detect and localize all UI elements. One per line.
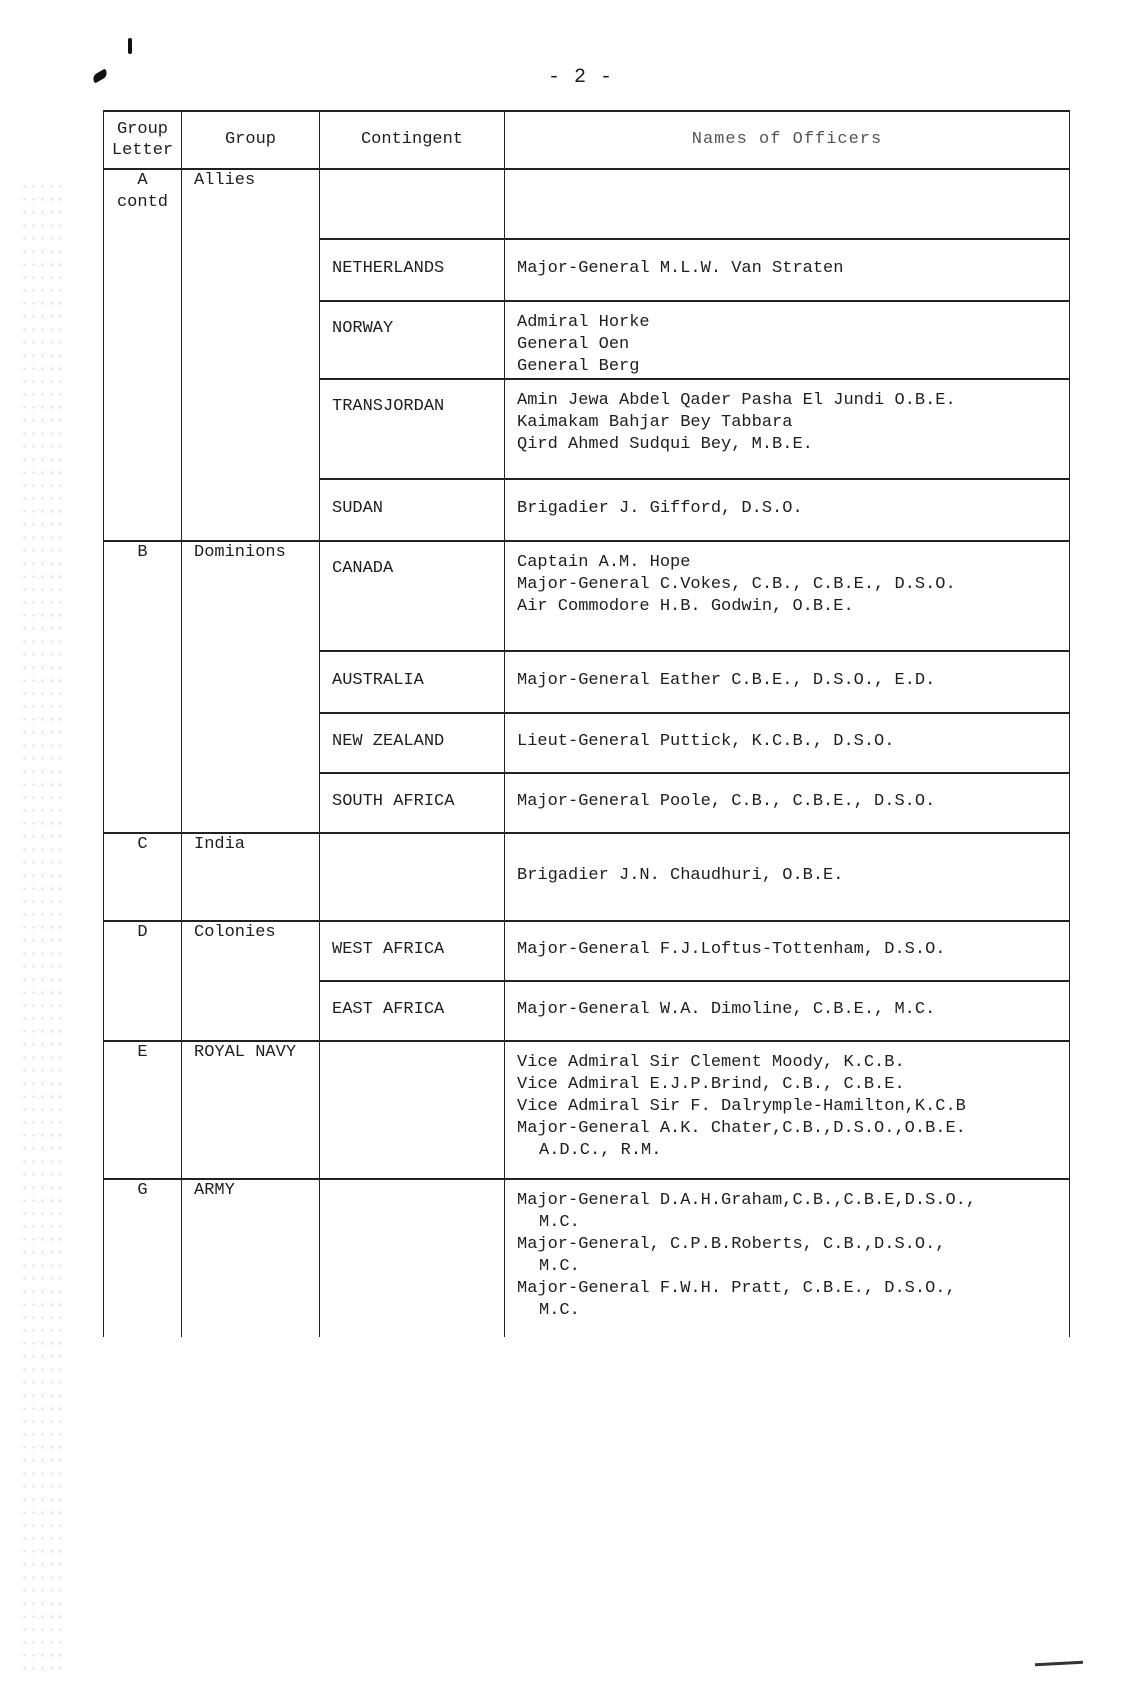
ink-mark — [128, 38, 132, 54]
contingent-name — [332, 1180, 492, 1196]
contingent-name: AUSTRALIA — [332, 671, 424, 690]
header-group-letter-text: Group Letter — [111, 120, 174, 160]
officer-name: Major-General F.W.H. Pratt, C.B.E., D.S.O., — [517, 1279, 956, 1298]
officer-name: Amin Jewa Abdel Qader Pasha El Jundi O.B.E. — [517, 391, 956, 410]
group-letter: D — [137, 923, 148, 942]
officer-names-cell — [505, 773, 1070, 833]
officer-names-cell — [505, 301, 1070, 379]
table-row — [104, 169, 1070, 239]
officer-names-cell — [505, 713, 1070, 773]
header-group: Group — [182, 111, 320, 169]
group-letter: B — [137, 543, 148, 562]
officer-names-cell — [505, 1179, 1070, 1337]
ink-mark — [91, 69, 109, 84]
table-body — [104, 169, 1070, 1337]
contingent-name: TRANSJORDAN — [332, 397, 445, 416]
group-letter-cell — [104, 541, 182, 833]
table-header-row — [104, 111, 1070, 169]
officer-name: Major-General D.A.H.Graham,C.B.,C.B.E,D.S.O., — [517, 1191, 977, 1210]
officer-name: Major-General Poole, C.B., C.B.E., D.S.O. — [517, 792, 936, 811]
group-name: ROYAL NAVY — [194, 1043, 297, 1062]
group-name-cell — [182, 169, 320, 541]
group-letter: A contd — [116, 171, 168, 212]
contingent-cell — [320, 833, 505, 921]
officer-name: Major-General M.L.W. Van Straten — [517, 259, 844, 278]
group-name-cell — [182, 1179, 320, 1337]
contingent-name — [332, 1042, 492, 1058]
table-row — [104, 541, 1070, 651]
officer-names-cell — [505, 169, 1070, 239]
officer-name: General Oen — [517, 335, 630, 354]
officer-name: M.C. — [539, 1257, 580, 1276]
contingent-cell — [320, 773, 505, 833]
group-name-cell — [182, 833, 320, 921]
contingent-name: CANADA — [332, 559, 394, 578]
group-name: Allies — [194, 171, 256, 190]
group-letter-cell — [104, 1041, 182, 1179]
officer-name: A.D.C., R.M. — [539, 1141, 662, 1160]
ink-mark — [1035, 1661, 1083, 1667]
header-contingent: Contingent — [320, 111, 505, 169]
contingent-cell — [320, 239, 505, 301]
contingent-name — [332, 170, 492, 192]
contingent-name: NEW ZEALAND — [332, 732, 445, 751]
group-letter: G — [137, 1181, 148, 1200]
contingent-name: SOUTH AFRICA — [332, 792, 455, 811]
group-name-cell — [182, 541, 320, 833]
officer-names-cell — [505, 981, 1070, 1041]
officer-name: Qird Ahmed Sudqui Bey, M.B.E. — [517, 435, 813, 454]
header-group-letter — [104, 111, 182, 169]
officer-name: Major-General W.A. Dimoline, C.B.E., M.C. — [517, 1000, 936, 1019]
table-row — [104, 1179, 1070, 1337]
officer-name: Major-General, C.P.B.Roberts, C.B.,D.S.O., — [517, 1235, 946, 1254]
officer-name: Kaimakam Bahjar Bey Tabbara — [517, 413, 793, 432]
group-letter-cell — [104, 833, 182, 921]
officer-name: Brigadier J.N. Chaudhuri, O.B.E. — [517, 866, 844, 885]
group-letter-cell — [104, 1179, 182, 1337]
contingent-cell — [320, 479, 505, 541]
table-row — [104, 833, 1070, 921]
officer-names-cell — [505, 1041, 1070, 1179]
officers-table — [103, 110, 1070, 1337]
officer-name: Vice Admiral Sir F. Dalrymple-Hamilton,K.C.B — [517, 1097, 966, 1116]
officer-names-cell — [505, 239, 1070, 301]
contingent-cell — [320, 713, 505, 773]
officer-names-cell — [505, 379, 1070, 479]
contingent-cell — [320, 301, 505, 379]
scan-edge-speckle — [20, 180, 66, 1680]
officer-name: Air Commodore H.B. Godwin, O.B.E. — [517, 597, 854, 616]
group-name: India — [194, 835, 246, 854]
contingent-name: SUDAN — [332, 499, 384, 518]
contingent-name: EAST AFRICA — [332, 1000, 445, 1019]
officer-names-cell — [505, 541, 1070, 651]
group-name: Dominions — [194, 543, 286, 562]
contingent-cell — [320, 169, 505, 239]
contingent-cell — [320, 1041, 505, 1179]
contingent-cell — [320, 541, 505, 651]
table-row — [104, 921, 1070, 981]
contingent-cell — [320, 921, 505, 981]
officer-name: Vice Admiral Sir Clement Moody, K.C.B. — [517, 1053, 905, 1072]
contingent-name: NETHERLANDS — [332, 259, 445, 278]
officer-name: Major-General Eather C.B.E., D.S.O., E.D. — [517, 671, 936, 690]
contingent-name: NORWAY — [332, 319, 394, 338]
group-letter-cell — [104, 921, 182, 1041]
officer-name: M.C. — [539, 1213, 580, 1232]
officer-name: Captain A.M. Hope — [517, 553, 691, 572]
contingent-name — [332, 834, 492, 865]
group-name-cell — [182, 1041, 320, 1179]
contingent-cell — [320, 379, 505, 479]
group-name: Colonies — [194, 923, 276, 942]
table-row — [104, 1041, 1070, 1179]
officer-name: Lieut-General Puttick, K.C.B., D.S.O. — [517, 732, 895, 751]
contingent-cell — [320, 1179, 505, 1337]
group-name-cell — [182, 921, 320, 1041]
contingent-cell — [320, 651, 505, 713]
officer-names-cell — [505, 921, 1070, 981]
contingent-name: WEST AFRICA — [332, 940, 445, 959]
group-letter: C — [137, 835, 148, 854]
officer-names-cell — [505, 833, 1070, 921]
contingent-cell — [320, 981, 505, 1041]
group-letter-cell — [104, 169, 182, 541]
header-names-of-officers: Names of Officers — [505, 111, 1070, 169]
page-number: - 2 - — [548, 66, 614, 89]
officer-name: General Berg — [517, 357, 640, 376]
officer-name: Vice Admiral E.J.P.Brind, C.B., C.B.E. — [517, 1075, 905, 1094]
officer-names-cell — [505, 479, 1070, 541]
officer-name: M.C. — [539, 1301, 580, 1320]
group-name: ARMY — [194, 1181, 235, 1200]
group-letter: E — [137, 1043, 148, 1062]
officer-name: Major-General F.J.Loftus-Tottenham, D.S.O. — [517, 940, 946, 959]
officer-name: Brigadier J. Gifford, D.S.O. — [517, 499, 803, 518]
officer-names-cell — [505, 651, 1070, 713]
officer-name: Major-General A.K. Chater,C.B.,D.S.O.,O.B.E. — [517, 1119, 966, 1138]
officer-name: Major-General C.Vokes, C.B., C.B.E., D.S.O. — [517, 575, 956, 594]
officer-name: Admiral Horke — [517, 313, 650, 332]
